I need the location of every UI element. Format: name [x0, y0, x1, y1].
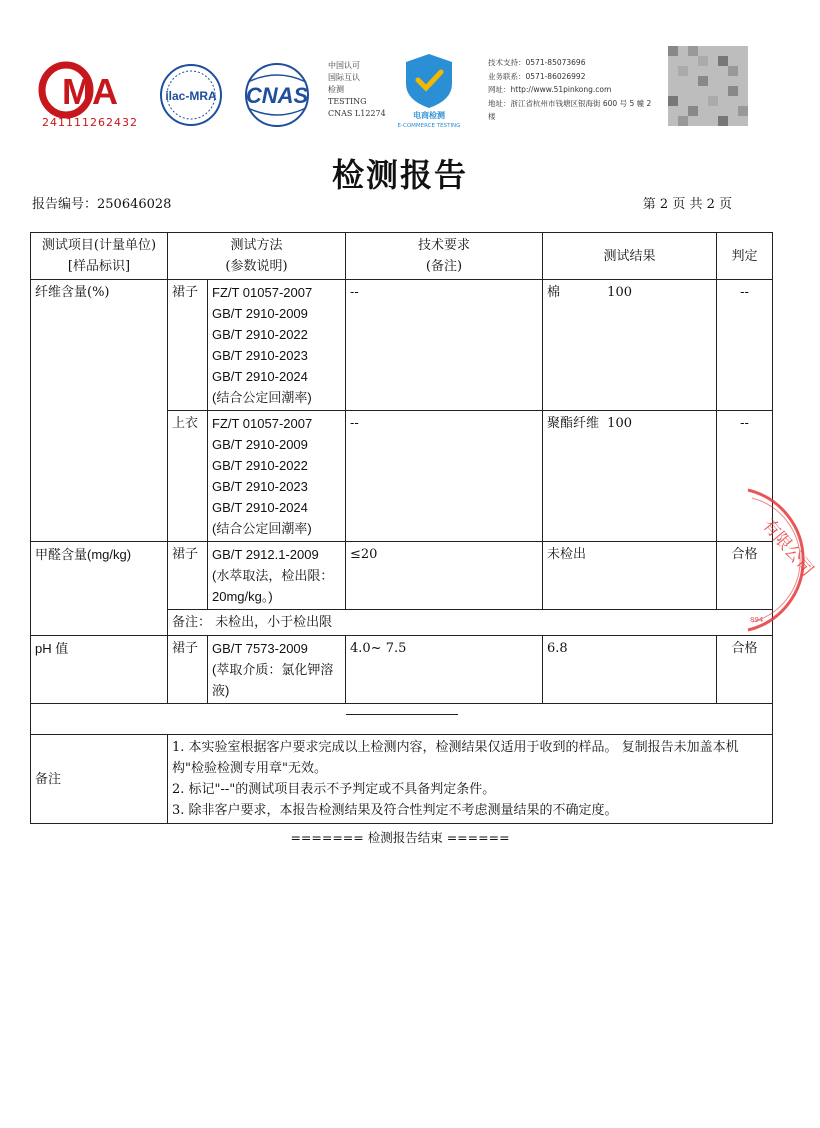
method-cell: FZ/T 01057-2007 GB/T 2910-2009 GB/T 2910-2022 GB/T 2910-2023 GB/T 2910-2024 (结合公定回潮率): [208, 280, 346, 411]
cnas-accreditation-text: 中国认可 国际互认 检测 TESTING CNAS L12274: [328, 61, 386, 118]
svg-text:MA: MA: [62, 71, 118, 112]
requirement-cell: --: [346, 411, 543, 542]
svg-text:E-COMMERCE TESTING: E-COMMERCE TESTING: [397, 123, 461, 129]
requirement-cell: 4.0~ 7.5: [346, 636, 543, 704]
judgement-cell: 合格: [717, 636, 773, 704]
header-method: 测试方法 (参数说明): [168, 233, 346, 280]
table-row: [31, 280, 773, 411]
remarks-label: 备注: [31, 735, 168, 824]
result-cell: 聚酯纤维 100: [543, 411, 717, 542]
cma-number: 241111262432: [42, 116, 138, 129]
header-item: 测试项目(计量单位) [样品标识]: [31, 233, 168, 280]
result-cell: 未检出: [543, 542, 717, 610]
business-contact: 业务联系：0571-86026992: [488, 71, 586, 81]
sample-label: 上衣: [168, 411, 208, 542]
judgement-cell: --: [717, 411, 773, 542]
company-seal-icon: [700, 480, 820, 640]
item-ph: pH 值: [31, 636, 168, 704]
remark-item: 3. 除非客户要求，本报告检测结果及符合性判定不考虑测量结果的不确定度。: [172, 803, 618, 818]
remark-item: 1. 本实验室根据客户要求完成以上检测内容，检测结果仅适用于收到的样品。 复制报告未加盖本机构"检验检测专用章"无效。: [172, 740, 739, 776]
remarks-content: [168, 735, 773, 824]
divider: [346, 714, 458, 715]
judgement-cell: 合格: [717, 542, 773, 610]
method-cell: GB/T 7573-2009 (萃取介质：氯化钾溶 液): [208, 636, 346, 704]
requirement-cell: ≤20: [346, 542, 543, 610]
header-judgement: 判定: [717, 233, 773, 280]
report-end-marker: ======= 检测报告结束 ======: [290, 830, 510, 845]
address: 地址：浙江省杭州市钱塘区银海街 600 号 5 幢 2 楼: [488, 98, 652, 121]
result-cell: 6.8: [543, 636, 717, 704]
page-title: 检测报告: [331, 156, 468, 194]
page-info: 第 2 页 共 2 页: [642, 197, 732, 212]
header-result: 测试结果: [543, 233, 717, 280]
qr-code-icon: [668, 44, 748, 128]
remark-item: 2. 标记"--"的测试项目表示不予判定或不具备判定条件。: [172, 782, 496, 797]
method-cell: FZ/T 01057-2007 GB/T 2910-2009 GB/T 2910-2022 GB/T 2910-2023 GB/T 2910-2024 (结合公定回潮率): [208, 411, 346, 542]
table-row: [31, 636, 773, 704]
blank-row: [31, 704, 773, 735]
ecommerce-testing-logo: [394, 50, 464, 130]
website: 网址：http://www.51pinkong.com: [488, 85, 612, 94]
sample-label: 裙子: [168, 542, 208, 610]
report-header: [0, 40, 800, 140]
requirement-cell: --: [346, 280, 543, 411]
header-requirement: 技术要求 (备注): [346, 233, 543, 280]
contact-info: [488, 56, 658, 124]
remarks-row: [31, 735, 773, 824]
table-row: [31, 542, 773, 610]
sample-label: 裙子: [168, 636, 208, 704]
result-cell: 棉 100: [543, 280, 717, 411]
item-formaldehyde: 甲醛含量(mg/kg): [31, 542, 168, 636]
svg-text:ilac-MRA: ilac-MRA: [165, 89, 217, 103]
table-header-row: [31, 233, 773, 280]
judgement-cell: --: [717, 280, 773, 411]
results-table: [30, 232, 773, 824]
report-number: 报告编号：250646028: [32, 197, 172, 212]
ilac-mra-logo: [154, 62, 228, 128]
item-fiber-content: 纤维含量(%): [31, 280, 168, 542]
tech-support: 技术支持：0571-85073696: [488, 58, 586, 67]
cnas-logo: [230, 62, 324, 128]
svg-text:电商检测: 电商检测: [413, 111, 445, 120]
svg-text:有限公司: 有限公司: [758, 515, 818, 581]
sample-label: 裙子: [168, 280, 208, 411]
formaldehyde-note: 备注： 未检出，小于检出限: [168, 610, 773, 636]
svg-text:894: 894: [750, 616, 764, 624]
svg-text:CNAS: CNAS: [245, 83, 309, 108]
method-cell: GB/T 2912.1-2009 (水萃取法，检出限： 20mg/kg。): [208, 542, 346, 610]
